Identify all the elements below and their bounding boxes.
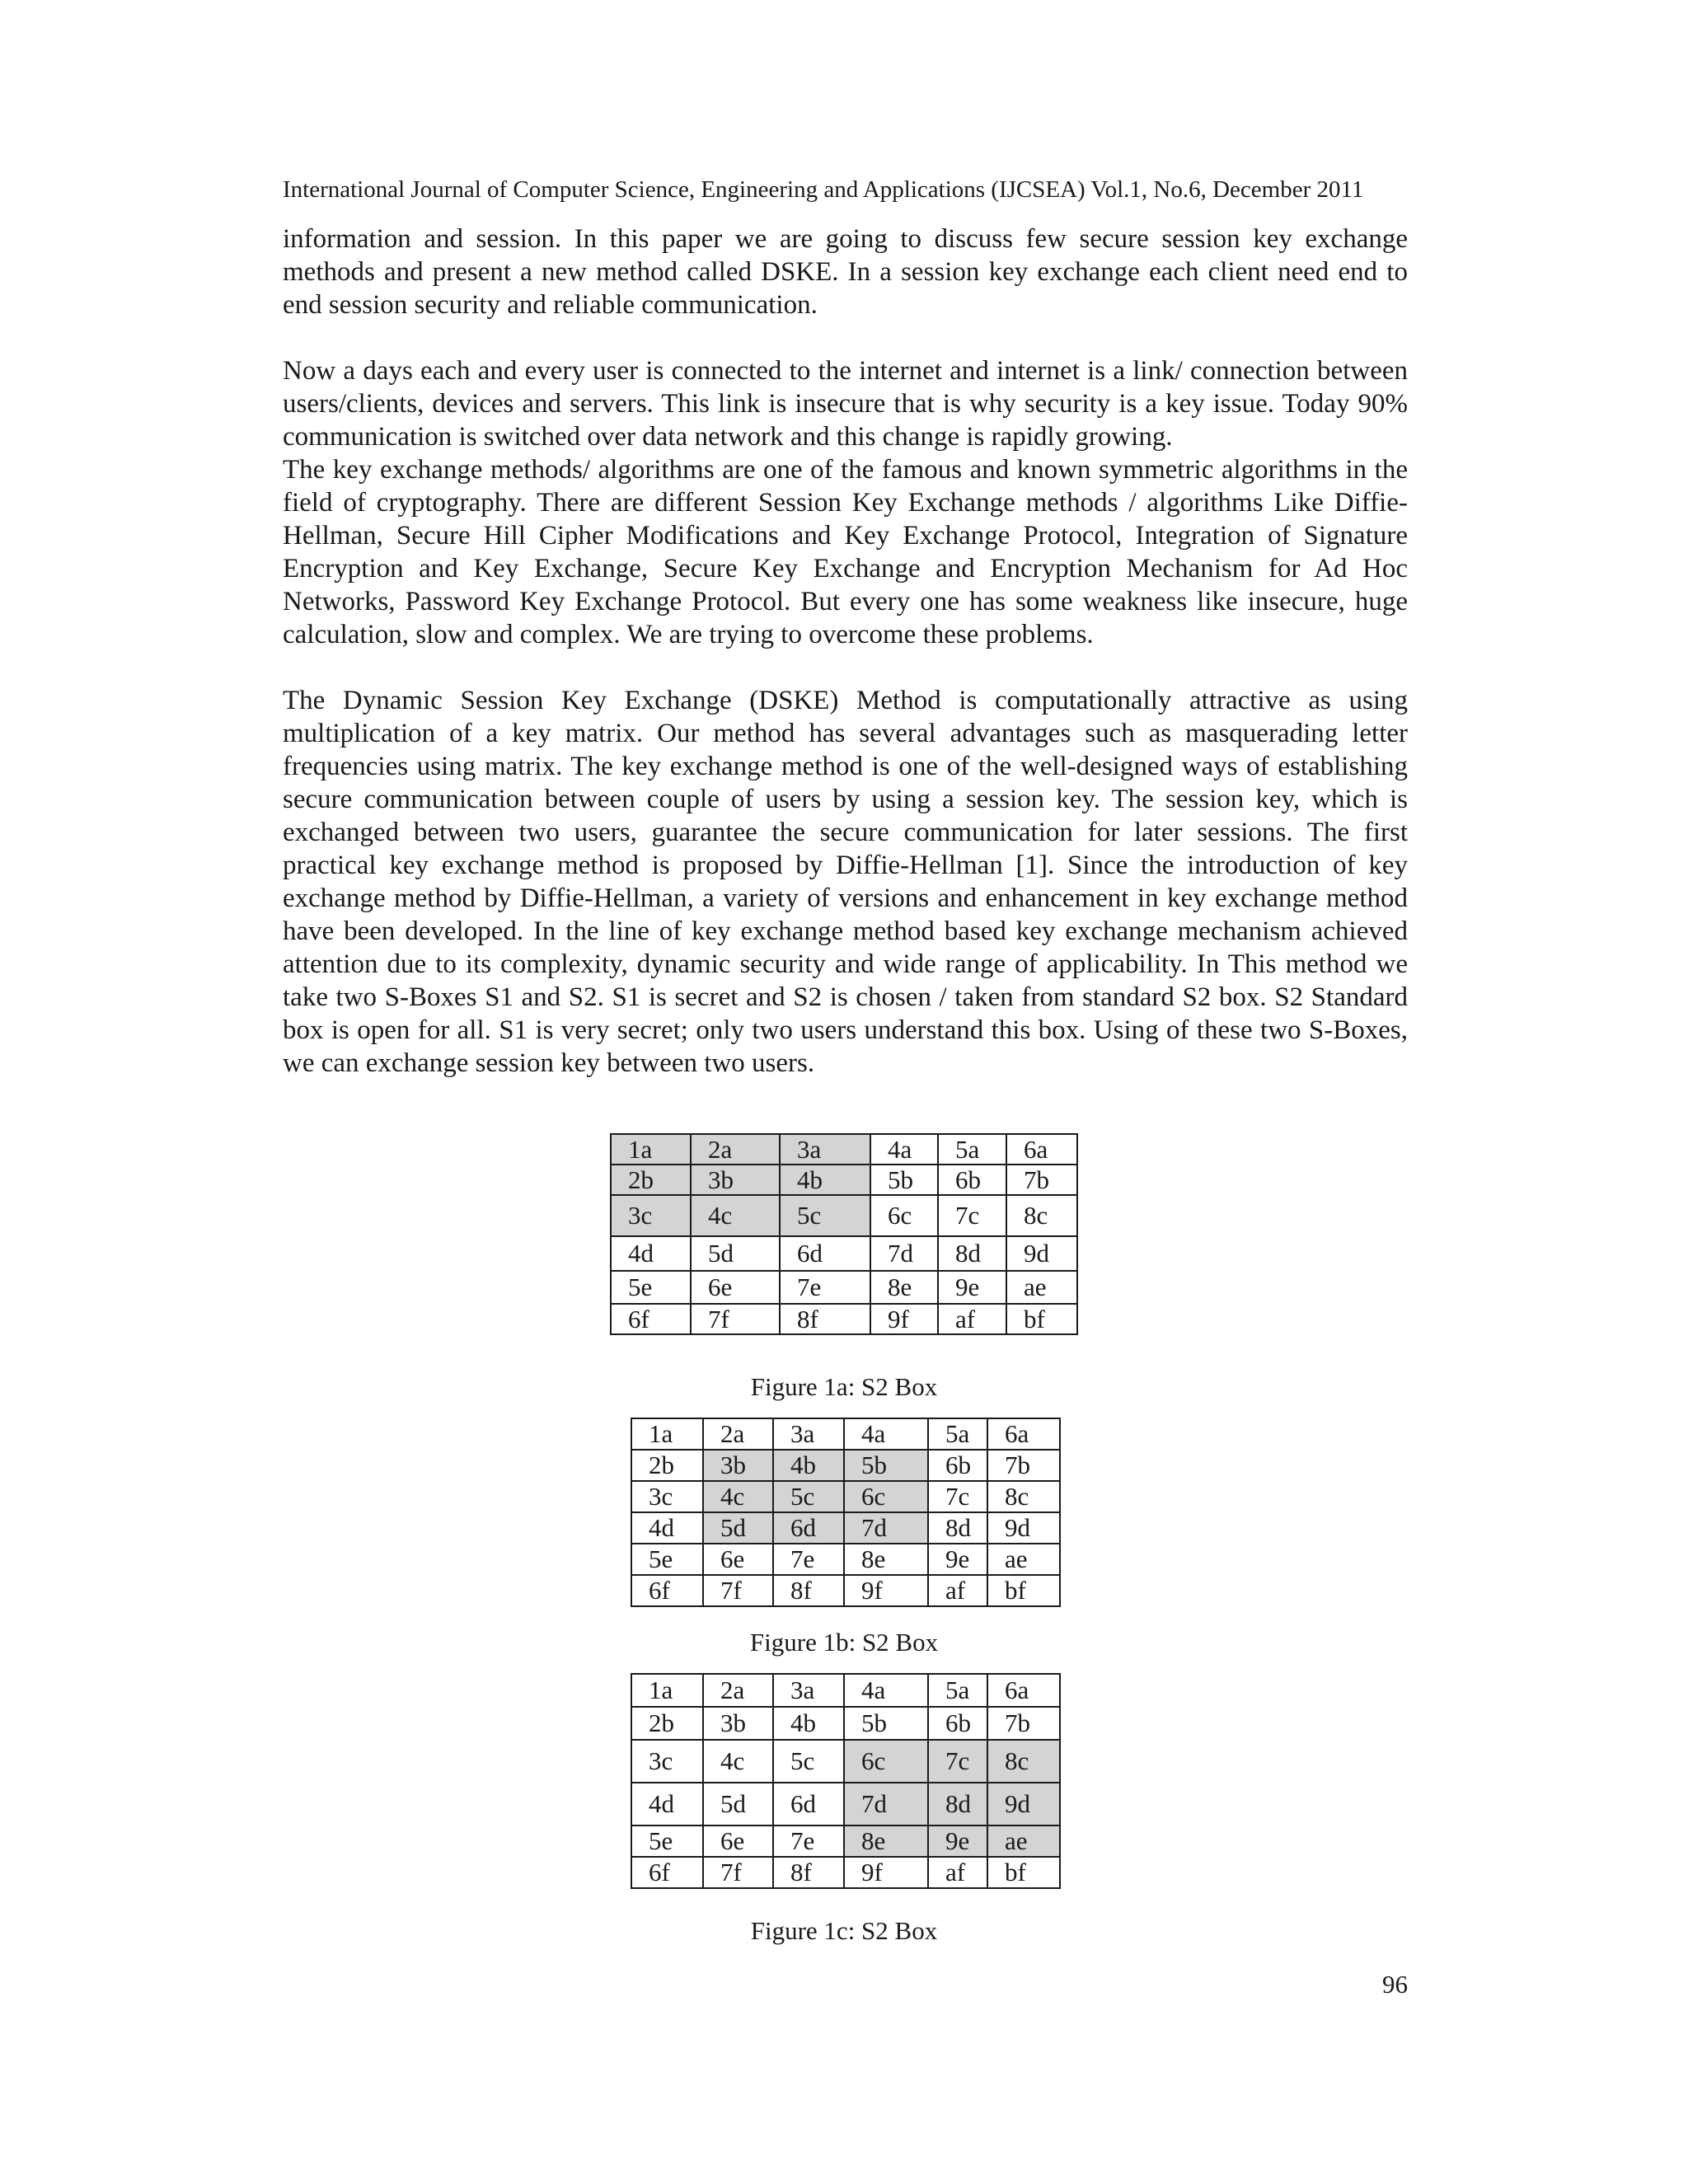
- sbox-cell: 4d: [631, 1783, 703, 1825]
- sbox-cell: af: [928, 1857, 987, 1888]
- sbox-cell: 4c: [703, 1740, 773, 1783]
- sbox-cell: 7b: [1006, 1165, 1077, 1195]
- sbox-cell: bf: [987, 1857, 1060, 1888]
- sbox-cell: 9d: [987, 1512, 1060, 1544]
- sbox-cell: 8d: [928, 1512, 987, 1544]
- sbox-cell: 4a: [870, 1134, 938, 1165]
- sbox-cell: 2a: [691, 1134, 780, 1165]
- sbox-cell: 2b: [631, 1707, 703, 1740]
- figure-1a-caption: Figure 1a: S2 Box: [750, 1372, 938, 1401]
- sbox-cell: ae: [1006, 1271, 1077, 1304]
- sbox-cell: 4d: [611, 1236, 691, 1271]
- sbox-cell: 7b: [987, 1707, 1060, 1740]
- paragraph-intro: information and session. In this paper we are going to discuss few secure session key exchange methods and present a new method called DSKE. In a session key exchange each client need end to end session security and reliable communication.: [283, 224, 1408, 320]
- sbox-cell: 7c: [928, 1481, 987, 1512]
- sbox-cell: 5c: [773, 1481, 844, 1512]
- sbox-cell: 3b: [691, 1165, 780, 1195]
- sbox-cell: 6d: [773, 1783, 844, 1825]
- sbox-cell: 4c: [691, 1195, 780, 1236]
- sbox-cell: 6e: [703, 1544, 773, 1575]
- sbox-cell: 7f: [703, 1575, 773, 1606]
- figure-1c-caption: Figure 1c: S2 Box: [750, 1916, 938, 1945]
- sbox-cell: 7f: [703, 1857, 773, 1888]
- sbox-cell: 2a: [703, 1418, 773, 1450]
- sbox-cell: 8f: [773, 1857, 844, 1888]
- sbox-cell: 6a: [987, 1674, 1060, 1707]
- sbox-cell: 6f: [631, 1575, 703, 1606]
- sbox-cell: 5b: [844, 1707, 928, 1740]
- sbox-cell: 3a: [773, 1418, 844, 1450]
- sbox-cell: 9e: [938, 1271, 1006, 1304]
- sbox-cell: 5b: [844, 1450, 928, 1481]
- sbox-cell: 6f: [611, 1304, 691, 1334]
- sbox-cell: 3a: [780, 1134, 870, 1165]
- sbox-cell: 4b: [780, 1165, 870, 1195]
- sbox-cell: 7d: [844, 1783, 928, 1825]
- sbox-cell: 4a: [844, 1418, 928, 1450]
- sbox-cell: 8c: [987, 1740, 1060, 1783]
- s2-box-figure-1b: [631, 1418, 1061, 1607]
- sbox-cell: 2b: [611, 1165, 691, 1195]
- sbox-cell: 3c: [611, 1195, 691, 1236]
- sbox-cell: 3b: [703, 1707, 773, 1740]
- sbox-cell: 7e: [773, 1544, 844, 1575]
- sbox-cell: 8e: [844, 1825, 928, 1857]
- sbox-cell: 5b: [870, 1165, 938, 1195]
- s2-box-figure-1c: [631, 1673, 1061, 1889]
- sbox-cell: 8e: [844, 1544, 928, 1575]
- sbox-cell: 8f: [773, 1575, 844, 1606]
- sbox-cell: 7f: [691, 1304, 780, 1334]
- sbox-cell: 1a: [631, 1418, 703, 1450]
- sbox-cell: ae: [987, 1544, 1060, 1575]
- sbox-cell: 5d: [703, 1783, 773, 1825]
- sbox-cell: 8d: [938, 1236, 1006, 1271]
- sbox-cell: 9f: [844, 1575, 928, 1606]
- sbox-cell: 7e: [773, 1825, 844, 1857]
- sbox-cell: 8d: [928, 1783, 987, 1825]
- sbox-cell: 5a: [928, 1418, 987, 1450]
- sbox-cell: 5e: [611, 1271, 691, 1304]
- sbox-cell: 9f: [870, 1304, 938, 1334]
- sbox-cell: 7e: [780, 1271, 870, 1304]
- sbox-cell: 6d: [780, 1236, 870, 1271]
- sbox-cell: 5c: [780, 1195, 870, 1236]
- paragraph-dske: The Dynamic Session Key Exchange (DSKE) Method is computationally attractive as using multiplication of a key matrix. Our method has several advantages such as masquerading letter frequencies using matrix. The key exchange method is one of the well-designed ways of establishing secure communication between couple of users by using a session key. The session key, which is exchanged between two users, guarantee the secure communication for later sessions. The first practical key exchange method is proposed by Diffie-Hellman [1]. Since the introduction of key exchange method by Diffie-Hellman, a variety of versions and enhancement in key exchange method have been developed. In the line of key exchange method based key exchange mechanism achieved attention due to its complexity, dynamic security and wide range of applicability. In This method we take two S-Boxes S1 and S2. S1 is secret and S2 is chosen / taken from standard S2 box. S2 Standard box is open for all. S1 is very secret; only two users understand this box. Using of these two S-Boxes, we can exchange session key between two users.: [283, 686, 1408, 1078]
- sbox-cell: 6a: [1006, 1134, 1077, 1165]
- body-text-top: [283, 223, 1408, 1080]
- sbox-cell: 6d: [773, 1512, 844, 1544]
- sbox-cell: 8c: [1006, 1195, 1077, 1236]
- sbox-cell: 8c: [987, 1481, 1060, 1512]
- sbox-cell: 6b: [938, 1165, 1006, 1195]
- sbox-cell: 7b: [987, 1450, 1060, 1481]
- paragraph-algorithms: The key exchange methods/ algorithms are one of the famous and known symmetric algorithms in the field of cryptography. There are different Session Key Exchange methods / algorithms Like Diffie-Hellman, Secure Hill Cipher Modifications and Key Exchange Protocol, Integration of Signature Encryption and Key Exchange, Secure Key Exchange and Encryption Mechanism for Ad Hoc Networks, Password Key Exchange Protocol. But every one has some weakness like insecure, huge calculation, slow and complex. We are trying to overcome these problems.: [283, 455, 1408, 649]
- paragraph-internet: Now a days each and every user is connected to the internet and internet is a link/ connection between users/clients, devices and servers. This link is insecure that is why security is a key issue. Today 90% communication is switched over data network and this change is rapidly growing.: [283, 356, 1408, 452]
- sbox-cell: 6c: [870, 1195, 938, 1236]
- sbox-cell: 3a: [773, 1674, 844, 1707]
- sbox-cell: 6f: [631, 1857, 703, 1888]
- sbox-cell: 1a: [631, 1674, 703, 1707]
- sbox-cell: 6e: [703, 1825, 773, 1857]
- sbox-cell: 3c: [631, 1481, 703, 1512]
- sbox-cell: 4d: [631, 1512, 703, 1544]
- sbox-cell: 5c: [773, 1740, 844, 1783]
- sbox-cell: 4a: [844, 1674, 928, 1707]
- sbox-cell: ae: [987, 1825, 1060, 1857]
- sbox-cell: 6b: [928, 1450, 987, 1481]
- sbox-cell: 5d: [691, 1236, 780, 1271]
- sbox-cell: 2a: [703, 1674, 773, 1707]
- sbox-cell: 5a: [938, 1134, 1006, 1165]
- sbox-cell: 9e: [928, 1544, 987, 1575]
- sbox-cell: 6c: [844, 1481, 928, 1512]
- sbox-cell: 7d: [844, 1512, 928, 1544]
- sbox-cell: 6b: [928, 1707, 987, 1740]
- sbox-cell: 9d: [1006, 1236, 1077, 1271]
- sbox-cell: 7d: [870, 1236, 938, 1271]
- sbox-cell: 4b: [773, 1707, 844, 1740]
- s2-box-figure-1a: [610, 1133, 1078, 1335]
- sbox-cell: 5a: [928, 1674, 987, 1707]
- sbox-cell: 2b: [631, 1450, 703, 1481]
- sbox-cell: 5e: [631, 1825, 703, 1857]
- sbox-cell: bf: [1006, 1304, 1077, 1334]
- sbox-cell: 4c: [703, 1481, 773, 1512]
- sbox-cell: 9d: [987, 1783, 1060, 1825]
- sbox-cell: af: [938, 1304, 1006, 1334]
- page-number: 96: [1382, 1970, 1408, 1999]
- sbox-cell: 8f: [780, 1304, 870, 1334]
- figure-1b-caption: Figure 1b: S2 Box: [749, 1628, 939, 1657]
- sbox-cell: bf: [987, 1575, 1060, 1606]
- sbox-cell: af: [928, 1575, 987, 1606]
- sbox-cell: 9f: [844, 1857, 928, 1888]
- sbox-cell: 4b: [773, 1450, 844, 1481]
- sbox-cell: 6e: [691, 1271, 780, 1304]
- sbox-cell: 5e: [631, 1544, 703, 1575]
- sbox-cell: 1a: [611, 1134, 691, 1165]
- running-header: International Journal of Computer Science, Engineering and Applications (IJCSEA) Vol.1, No.6, December 2011: [283, 176, 1364, 203]
- sbox-cell: 8e: [870, 1271, 938, 1304]
- sbox-cell: 3b: [703, 1450, 773, 1481]
- sbox-cell: 3c: [631, 1740, 703, 1783]
- sbox-cell: 6a: [987, 1418, 1060, 1450]
- sbox-cell: 7c: [938, 1195, 1006, 1236]
- sbox-cell: 6c: [844, 1740, 928, 1783]
- sbox-cell: 7c: [928, 1740, 987, 1783]
- sbox-cell: 5d: [703, 1512, 773, 1544]
- sbox-cell: 9e: [928, 1825, 987, 1857]
